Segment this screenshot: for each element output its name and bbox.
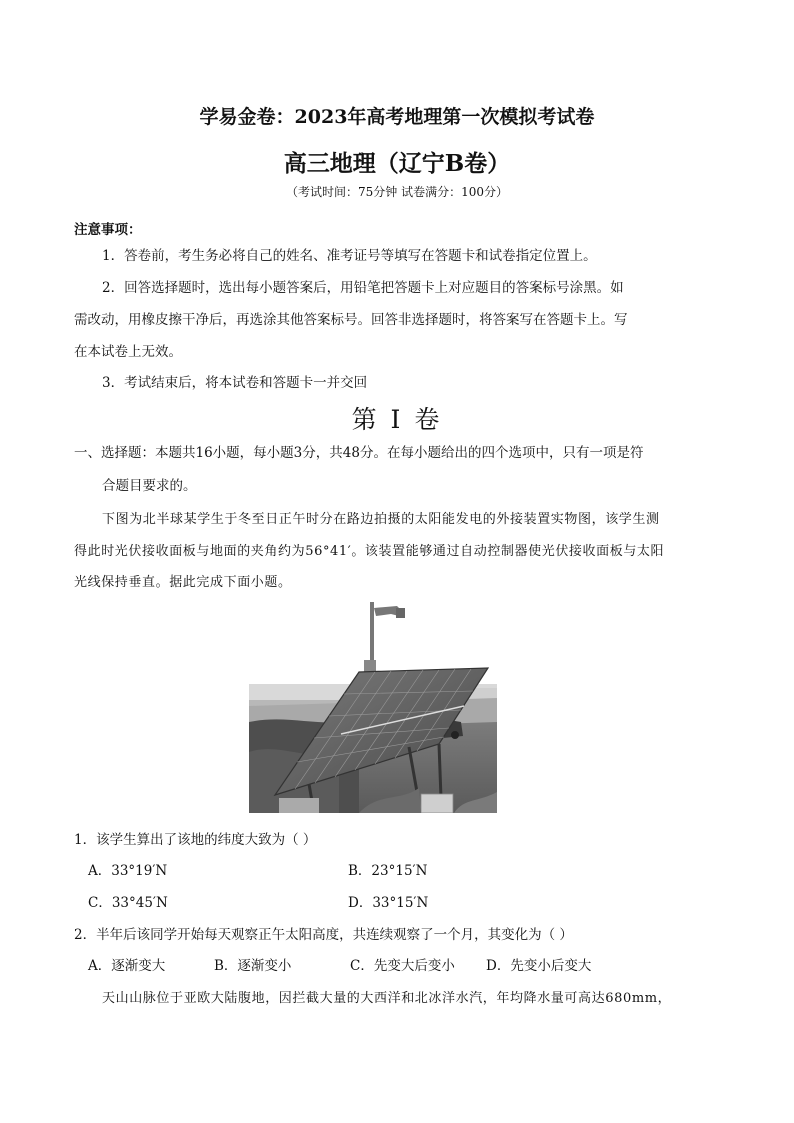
paper-title: 学易金卷：2023年高考地理第一次模拟考试卷 bbox=[199, 106, 595, 128]
solar-panel-photo bbox=[249, 602, 497, 813]
notice-heading: 注意事项： bbox=[74, 222, 142, 238]
passage-line-1: 下图为北半球某学生于冬至日正午时分在路边拍摄的太阳能发电的外接装置实物图，该学生测 bbox=[102, 512, 660, 527]
question-2-option-a: A．逐渐变大 bbox=[88, 958, 166, 974]
question-1-stem: 1．该学生算出了该地的纬度大致为（ ） bbox=[74, 832, 317, 848]
notice-item-2-line-2: 需改动，用橡皮擦干净后，再选涂其他答案标号。回答非选择题时，将答案写在答题卡上。写 bbox=[74, 312, 628, 328]
question-1-option-c: C．33°45′N bbox=[88, 895, 168, 911]
passage-line-3: 光线保持垂直。据此完成下面小题。 bbox=[74, 575, 292, 590]
question-2-option-b: B．逐渐变小 bbox=[214, 958, 292, 974]
notice-item-2-line-3: 在本试卷上无效。 bbox=[74, 344, 182, 360]
next-passage-line-1: 天山山脉位于亚欧大陆腹地，因拦截大量的大西洋和北冰洋水汽，年均降水量可高达680mm， bbox=[102, 991, 672, 1006]
section-instruction-line-2: 合题目要求的。 bbox=[102, 478, 197, 494]
question-2-option-d: D．先变小后变大 bbox=[486, 958, 592, 974]
question-2-option-c: C．先变大后变小 bbox=[350, 958, 455, 974]
question-1-option-a: A．33°19′N bbox=[88, 863, 168, 879]
section-heading: 第 I 卷 bbox=[351, 405, 443, 434]
paper-subtitle: 高三地理（辽宁B卷） bbox=[283, 150, 511, 177]
exam-info: （考试时间：75分钟 试卷满分：100分） bbox=[286, 185, 508, 199]
notice-item-3: 3．考试结束后，将本试卷和答题卡一并交回 bbox=[102, 375, 368, 391]
passage-line-2: 得此时光伏接收面板与地面的夹角约为56°41′。该装置能够通过自动控制器使光伏接收面板与太阳 bbox=[74, 544, 665, 559]
question-2-stem: 2．半年后该同学开始每天观察正午太阳高度，共连续观察了一个月，其变化为（ ） bbox=[74, 927, 573, 943]
notice-item-1: 1．答卷前，考生务必将自己的姓名、准考证号等填写在答题卡和试卷指定位置上。 bbox=[102, 248, 597, 264]
question-1-option-b: B．23°15′N bbox=[348, 863, 428, 879]
question-1-option-d: D．33°15′N bbox=[348, 895, 429, 911]
section-instruction-line-1: 一、选择题：本题共16小题，每小题3分，共48分。在每小题给出的四个选项中，只有一项是符 bbox=[74, 445, 644, 461]
notice-item-2-line-1: 2．回答选择题时，选出每小题答案后，用铅笔把答题卡上对应题目的答案标号涂黑。如 bbox=[102, 280, 624, 296]
